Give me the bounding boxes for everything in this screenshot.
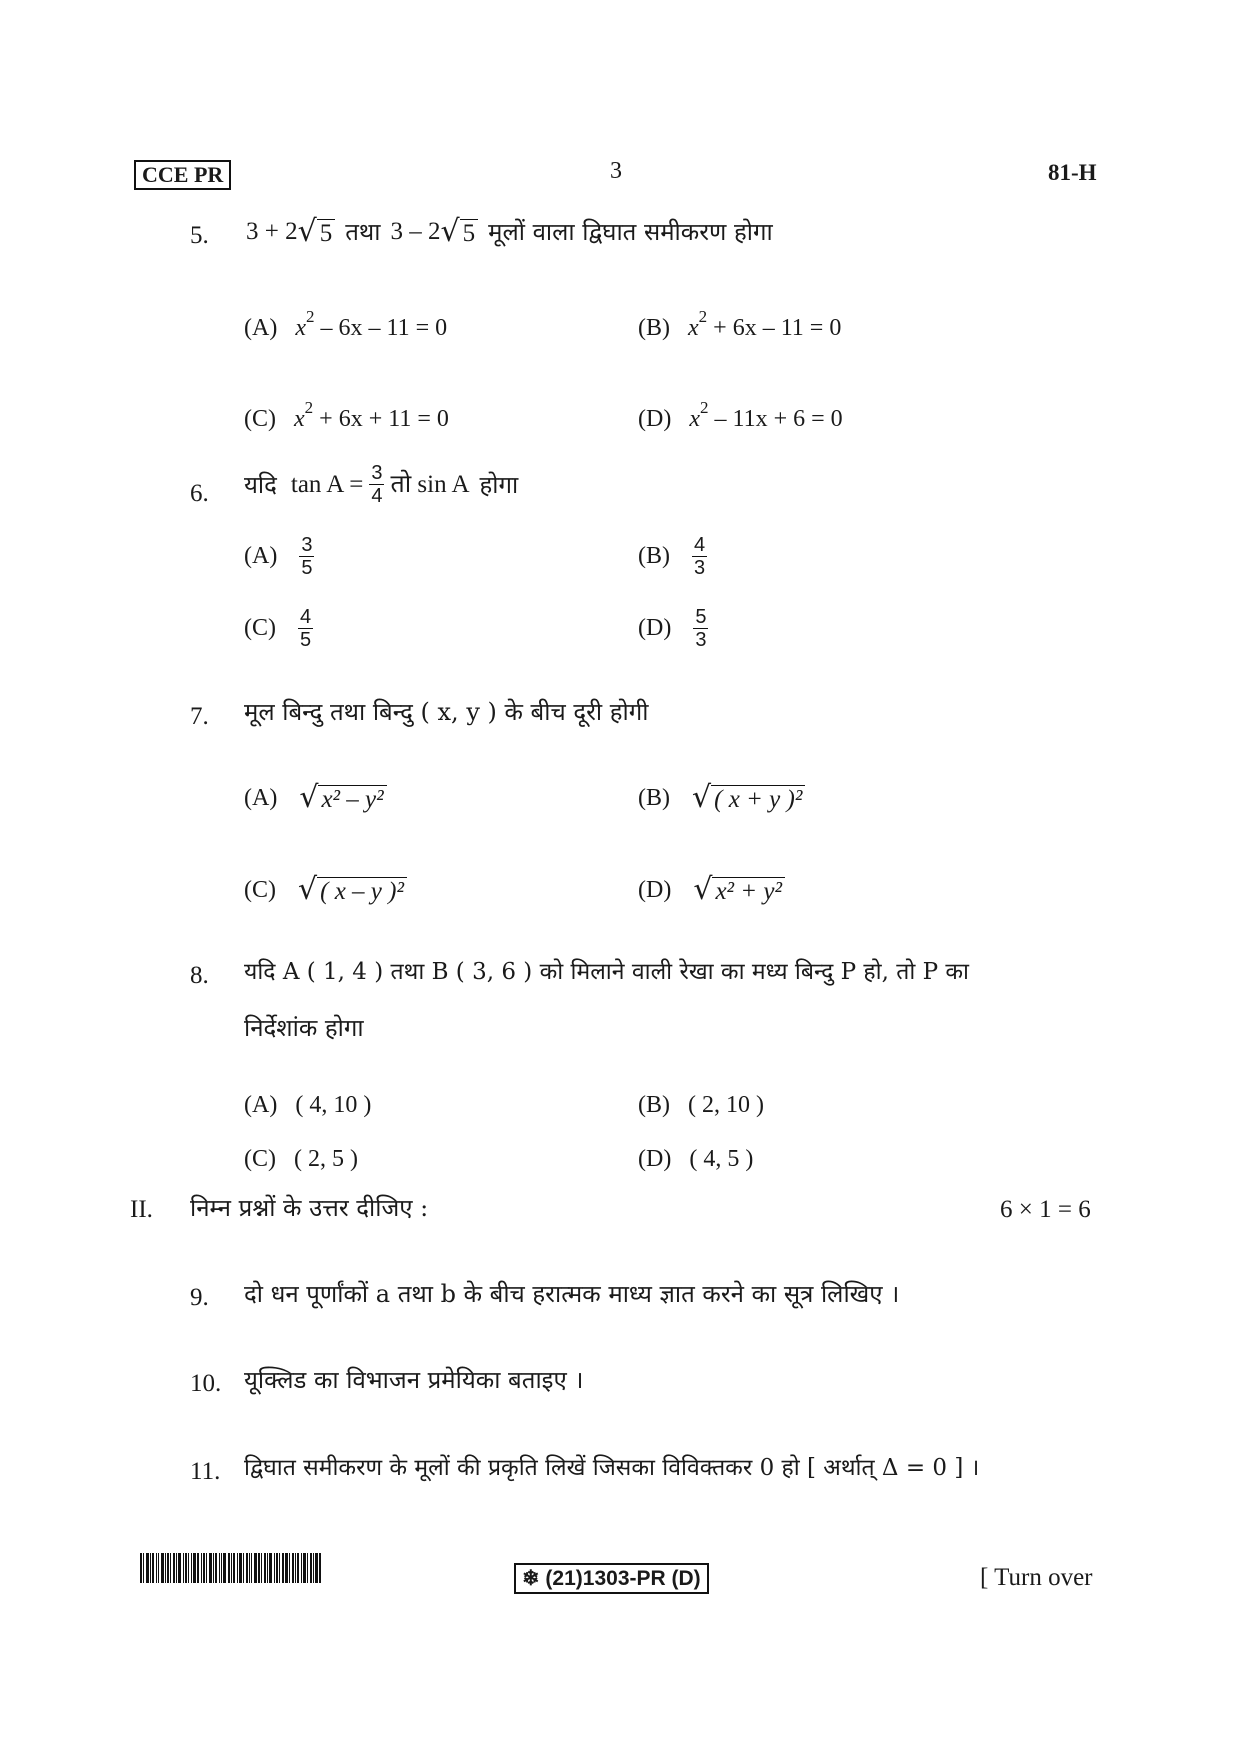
question-10-text: यूक्लिड का विभाजन प्रमेयिका बताइए । [244,1366,584,1394]
section-number: II. [130,1196,153,1223]
question-number: 5. [190,222,209,249]
option-d: (D) √ x² + y² [638,874,785,906]
question-8-line2: निर्देशांक होगा [244,1014,364,1042]
option-a: (A) $x^2 - 6x - 11 = 0$ [244,307,448,341]
option-a: (A) ( 4, 10 ) [244,1092,372,1118]
q5-mid: तथा [345,218,381,246]
sqrt-sign: √ 5 [440,216,478,248]
footer-code: ❄ (21)1303-PR (D) [514,1563,709,1594]
section-marks: 6 × 1 = 6 [1000,1196,1091,1223]
question-8-line1: यदि A ( 1, 4 ) तथा B ( 3, 6 ) को मिलाने वाली रेखा का मध्य बिन्दु P हो, तो P का [244,959,970,985]
question-9-text: दो धन पूर्णांकों a तथा b के बीच हरात्मक माध्य ज्ञात करने का सूत्र लिखिए । [244,1280,900,1308]
turn-over: [ Turn over [980,1564,1093,1591]
question-number: 10. [190,1370,222,1397]
option-b: (B) ( 2, 10 ) [638,1092,764,1118]
option-c: (C) $\frac{4}{5}$ [244,606,312,651]
option-b: (B) $x^2 + 6x - 11 = 0$ [638,307,842,341]
option-c: (C) $x^2 + 6x + 11 = 0$ [244,398,449,432]
option-c: (C) √ ( x – y )² [244,874,407,906]
section-instruction: निम्न प्रश्नों के उत्तर दीजिए : [190,1194,429,1222]
page-number: 3 [610,158,622,184]
question-number: 8. [190,962,209,989]
option-c: (C) ( 2, 5 ) [244,1146,358,1172]
question-6-text [244,462,518,507]
question-11-text: द्विघात समीकरण के मूलों की प्रकृति लिखें जिसका विविक्तकर 0 हो [ अर्थात् Δ = 0 ] । [244,1455,980,1481]
question-7-text: मूल बिन्दु तथा बिन्दु ( x, y ) के बीच दूरी होगी [244,698,649,726]
paper-code: 81-H [1048,160,1097,185]
option-d: (D) $\frac{5}{3}$ [638,606,707,651]
option-b: (B) $\frac{4}{3}$ [638,534,706,579]
q5-root2: 3 – 2 [390,218,441,245]
question-number: 6. [190,480,209,507]
q6-post2: होगा [479,470,519,499]
question-number: 9. [190,1284,209,1311]
option-b: (B) √ ( x + y )² [638,782,805,814]
option-d: (D) $x^2 - 11x + 6 = 0$ [638,398,843,432]
header-left-box: CCE PR [134,160,231,190]
option-a: (A) $\frac{3}{5}$ [244,534,313,579]
q6-expr: tan A = [290,470,364,498]
sqrt-sign: √ 5 [298,216,336,248]
question-number: 7. [190,703,209,730]
q6-fraction: $\frac{3}{4}$ [371,462,383,507]
q6-pre: यदि [244,470,277,499]
question-number: 11. [190,1458,221,1485]
question-5-text [246,216,773,248]
barcode [140,1553,321,1583]
q5-radicand2: 5 [460,219,479,248]
q5-root1: 3 + 2 [246,218,298,245]
q6-post1: तो sin A [390,470,470,498]
q5-tail: मूलों वाला द्विघात समीकरण होगा [488,218,773,246]
option-d: (D) ( 4, 5 ) [638,1146,754,1172]
option-a: (A) √ x² – y² [244,782,387,814]
q5-radicand1: 5 [317,219,336,248]
